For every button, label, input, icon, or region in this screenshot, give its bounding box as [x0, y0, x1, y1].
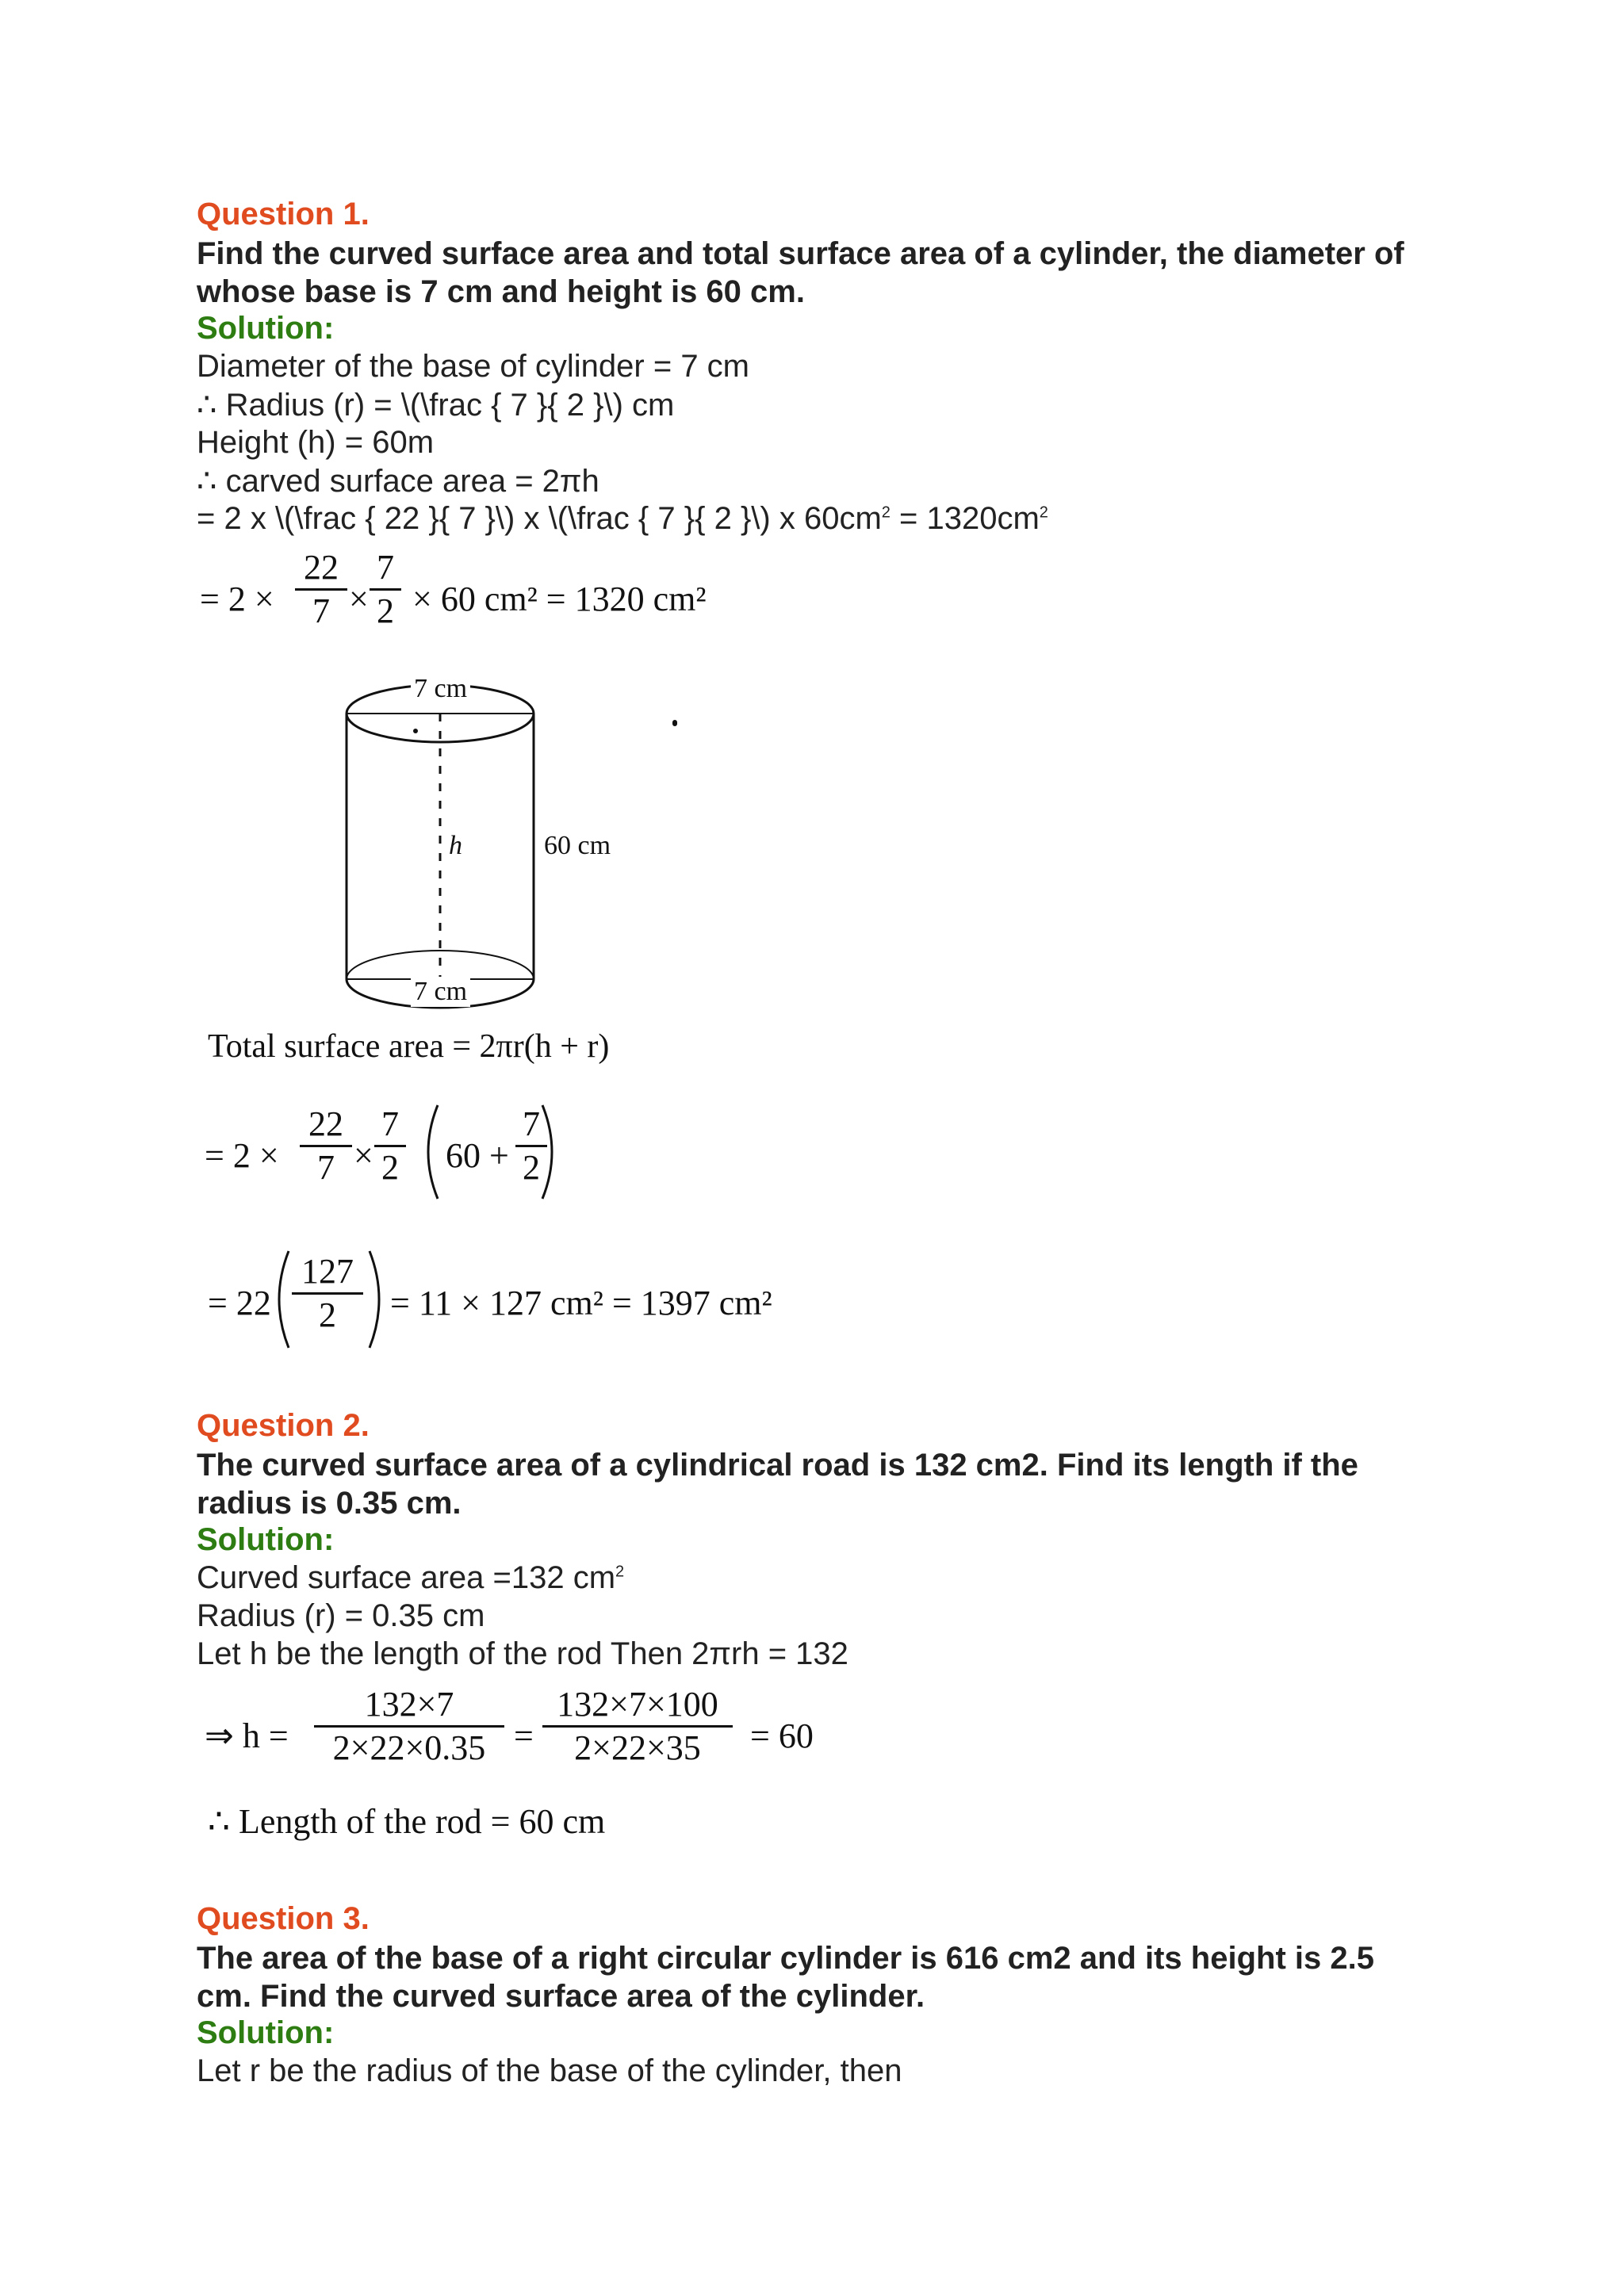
q1-tsa-formula: Total surface area = 2πr(h + r)	[208, 1028, 610, 1065]
cylinder-drawing	[333, 666, 698, 1031]
q1-eq2-paren-text: 60 +	[446, 1136, 509, 1175]
question-1-solution-label: Solution:	[197, 311, 335, 346]
q1-line-5-sup-b: 2	[1039, 503, 1048, 522]
q1-eq1-fraction-2	[370, 547, 401, 632]
cylinder-bottom-label: 7 cm	[411, 977, 470, 1007]
question-3-title: Question 3.	[197, 1901, 370, 1936]
q2-eq-fraction-2	[542, 1684, 733, 1769]
q2-eq-equals: =	[514, 1716, 534, 1755]
question-1-text: Find the curved surface area and total surface area of a cylinder, the diameter of whose base is 7 cm and height is 60 cm.	[197, 236, 1404, 309]
q1-line-5-main: = 2 x \(\frac { 22 }{ 7 }\) x \(\frac { 7 }{ 2 }\) x 60cm	[197, 501, 882, 536]
q2-eq-prefix: ⇒ h =	[205, 1716, 289, 1755]
q1-eq2-prefix: = 2 ×	[205, 1136, 279, 1175]
q2-line-1-main: Curved surface area =132 cm	[197, 1560, 616, 1595]
question-1-title: Question 1.	[197, 197, 370, 232]
q3-line-1: Let r be the radius of the base of the cylinder, then	[197, 2053, 902, 2088]
q1-eq3-f-num: 127	[292, 1251, 363, 1295]
q1-line-2: ∴ Radius (r) = \(\frac { 7 }{ 2 }\) cm	[197, 388, 675, 423]
q1-line-5	[197, 501, 1048, 537]
q1-line-4: ∴ carved surface area = 2πh	[197, 464, 599, 499]
stray-dot	[672, 720, 677, 726]
q1-eq1-rest: × 60 cm² = 1320 cm²	[412, 580, 707, 618]
q1-eq2-f2-num: 7	[374, 1104, 406, 1147]
cylinder-top-label: 7 cm	[411, 674, 470, 704]
q2-line-1	[197, 1560, 624, 1596]
cylinder-side-label: 60 cm	[544, 831, 611, 860]
q1-eq2-f3-num: 7	[515, 1104, 547, 1147]
question-2-text: The curved surface area of a cylindrical road is 132 cm2. Find its length if the radius is 0.35 cm.	[197, 1448, 1358, 1521]
q1-eq1-f2-den: 2	[377, 591, 394, 630]
q1-eq1-times: ×	[349, 580, 369, 618]
q1-eq2-times: ×	[354, 1136, 373, 1175]
q2-line-3: Let h be the length of the rod Then 2πrh = 132	[197, 1636, 848, 1671]
q1-eq2-f1-num: 22	[300, 1104, 352, 1147]
q2-conclusion: ∴ Length of the rod = 60 cm	[208, 1802, 606, 1841]
q1-line-3: Height (h) = 60m	[197, 425, 435, 460]
q1-line-5-tail: = 1320cm	[890, 501, 1040, 536]
q2-eq-f2-den: 2×22×35	[574, 1728, 701, 1767]
q1-eq1-f1-num: 22	[295, 547, 347, 591]
q2-eq-f1-num: 132×7	[314, 1684, 504, 1728]
question-2-solution-label: Solution:	[197, 1522, 335, 1557]
q1-eq3-rest: = 11 × 127 cm² = 1397 cm²	[390, 1284, 772, 1322]
q2-eq-f1-den: 2×22×0.35	[332, 1728, 486, 1767]
q1-eq1-f1-den: 7	[312, 591, 330, 630]
q2-line-1-sup: 2	[615, 1563, 625, 1581]
q1-eq2-f1-den: 7	[317, 1148, 335, 1187]
q2-eq-rest: = 60	[750, 1716, 814, 1755]
q1-eq3-prefix: = 22	[208, 1284, 271, 1322]
cylinder-height-label: h	[449, 831, 462, 860]
q1-eq1-f2-num: 7	[370, 547, 401, 591]
q1-eq2-fraction-3	[515, 1104, 547, 1188]
question-3-text: The area of the base of a right circular cylinder is 616 cm2 and its height is 2.5 cm. Find the curved surface area of the cylinder.	[197, 1941, 1374, 2014]
q1-eq2-fraction-1	[300, 1104, 352, 1188]
question-3-solution-label: Solution:	[197, 2015, 335, 2050]
q1-eq3-fraction	[292, 1251, 363, 1336]
q1-line-5-sup-a: 2	[881, 503, 891, 522]
q2-line-2: Radius (r) = 0.35 cm	[197, 1598, 485, 1633]
q1-eq3-f-den: 2	[319, 1295, 336, 1334]
q1-eq2-fraction-2	[374, 1104, 406, 1188]
q1-eq2-f3-den: 2	[523, 1148, 540, 1187]
q1-line-1: Diameter of the base of cylinder = 7 cm	[197, 349, 749, 384]
q1-eq2-f2-den: 2	[381, 1148, 399, 1187]
q2-eq-fraction-1	[314, 1684, 504, 1769]
q1-eq1-prefix: = 2 ×	[200, 580, 274, 618]
q1-eq1-fraction-1	[295, 547, 347, 632]
q2-eq-f2-num: 132×7×100	[542, 1684, 733, 1728]
question-2-title: Question 2.	[197, 1408, 370, 1443]
